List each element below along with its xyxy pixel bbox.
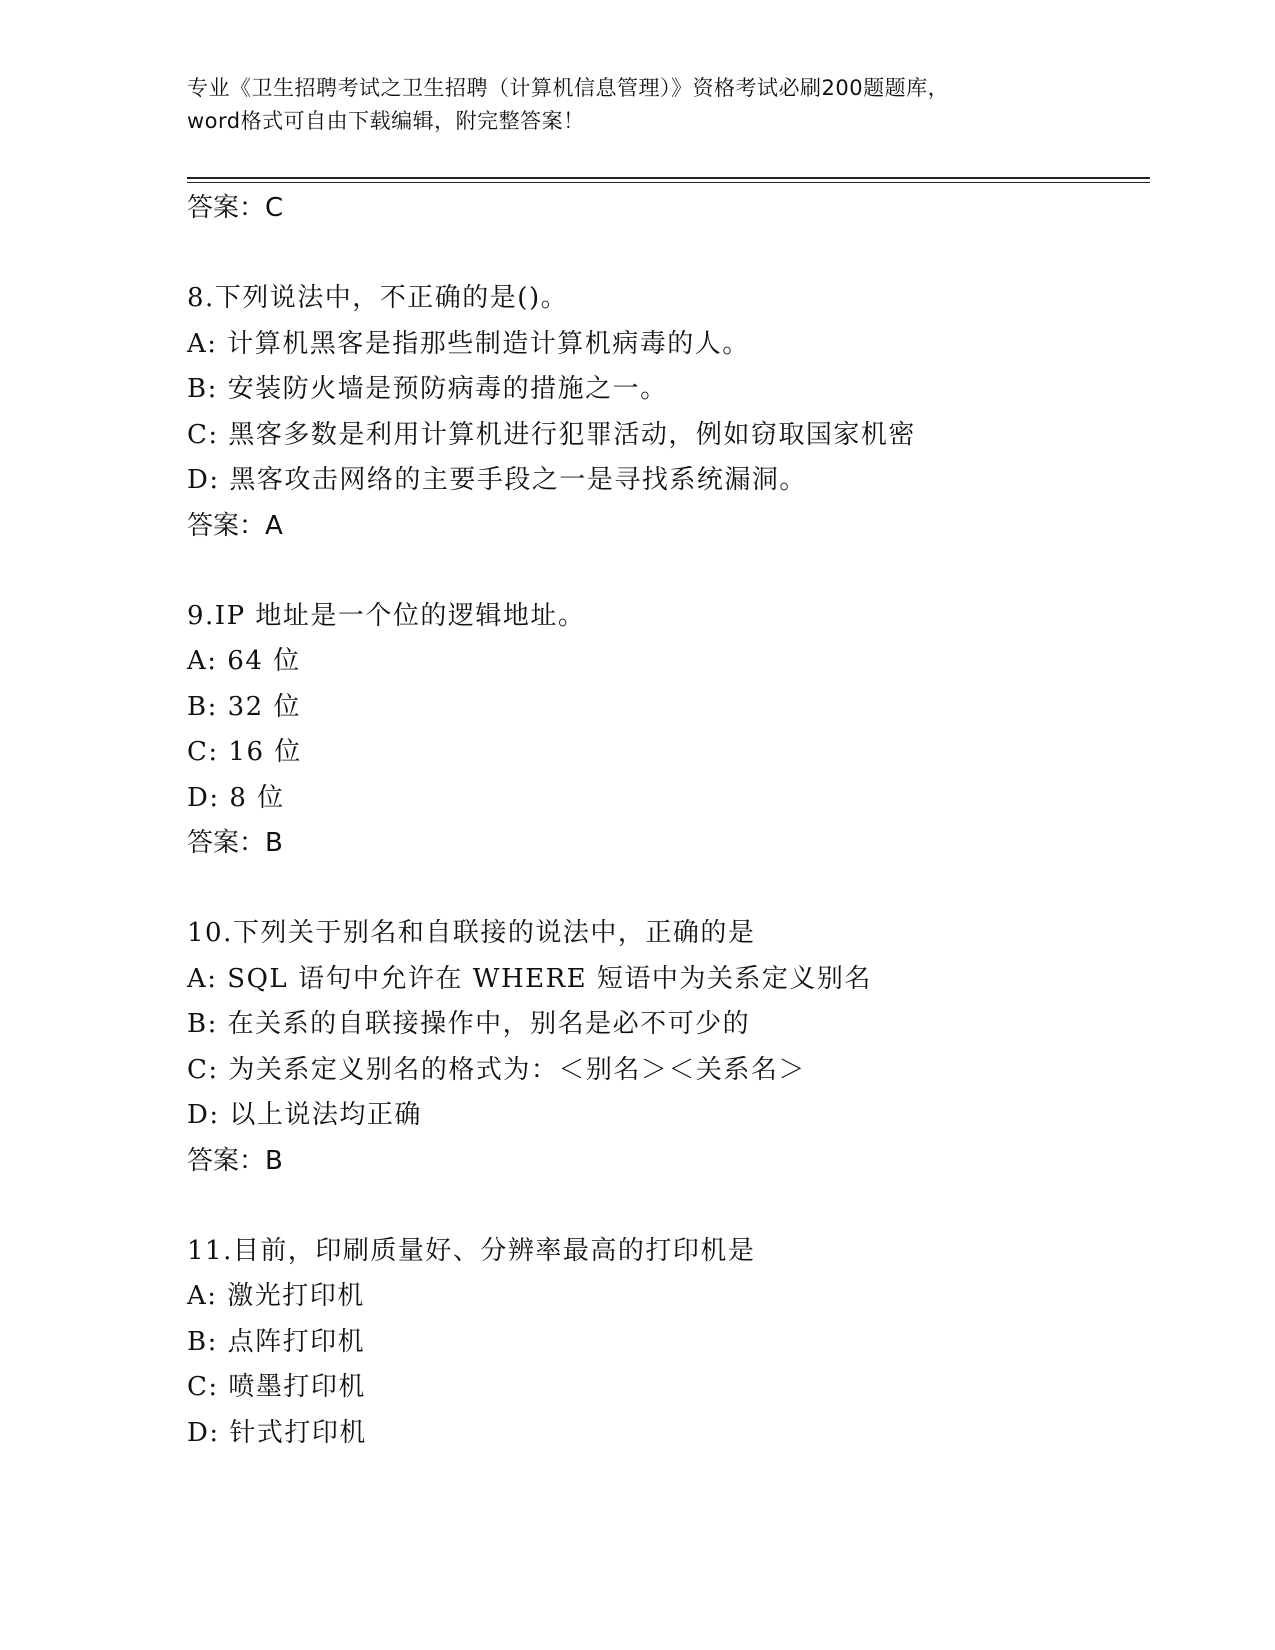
option-a: A: 计算机黑客是指那些制造计算机病毒的人。 xyxy=(187,328,750,359)
option-a: A: 激光打印机 xyxy=(187,1281,365,1311)
option-d: D: 黑客攻击网络的主要手段之一是寻找系统漏洞。 xyxy=(187,465,807,495)
question-item xyxy=(187,1229,1147,1457)
question-text: 9.IP 地址是一个位的逻辑地址。 xyxy=(187,600,586,631)
option-c: C: 16 位 xyxy=(187,737,302,767)
header-divider-thin xyxy=(187,182,1150,183)
answer-line: 答案：A xyxy=(187,510,283,541)
option-c: C: 黑客多数是利用计算机进行犯罪活动，例如窃取国家机密 xyxy=(187,419,916,450)
header-divider xyxy=(187,177,1150,179)
question-item xyxy=(187,276,1147,549)
option-a: A: SQL 语句中允许在 WHERE 短语中为关系定义别名 xyxy=(187,963,872,994)
option-b: B: 在关系的自联接操作中，别名是必不可少的 xyxy=(187,1009,751,1039)
question-list xyxy=(187,186,1147,1456)
header-title-line-2: word格式可自由下载编辑，附完整答案！ xyxy=(187,109,585,133)
answer-line: 答案：C xyxy=(187,193,284,223)
question-item xyxy=(187,911,1147,1184)
question-text: 11.目前，印刷质量好、分辨率最高的打印机是 xyxy=(187,1235,756,1266)
question-item xyxy=(187,594,1147,867)
option-b: B: 点阵打印机 xyxy=(187,1326,366,1357)
option-b: B: 32 位 xyxy=(187,691,301,722)
header-title-line-1: 专业《卫生招聘考试之卫生招聘（计算机信息管理）》资格考试必刷200题题库， xyxy=(187,76,950,100)
answer-line: 答案：B xyxy=(187,828,283,858)
answer-line: 答案：B xyxy=(187,1145,283,1176)
option-a: A: 64 位 xyxy=(187,646,301,676)
option-d: D: 8 位 xyxy=(187,782,285,813)
question-text: 10.下列关于别名和自联接的说法中，正确的是 xyxy=(187,918,756,948)
option-c: C: 为关系定义别名的格式为：＜别名＞＜关系名＞ xyxy=(187,1054,806,1085)
option-b: B: 安装防火墙是预防病毒的措施之一。 xyxy=(187,374,668,404)
option-d: D: 以上说法均正确 xyxy=(187,1100,422,1130)
question-text: 8.下列说法中，不正确的是()。 xyxy=(187,283,569,313)
page-header xyxy=(187,72,1087,138)
option-c: C: 喷墨打印机 xyxy=(187,1372,366,1402)
option-d: D: 针式打印机 xyxy=(187,1417,367,1448)
